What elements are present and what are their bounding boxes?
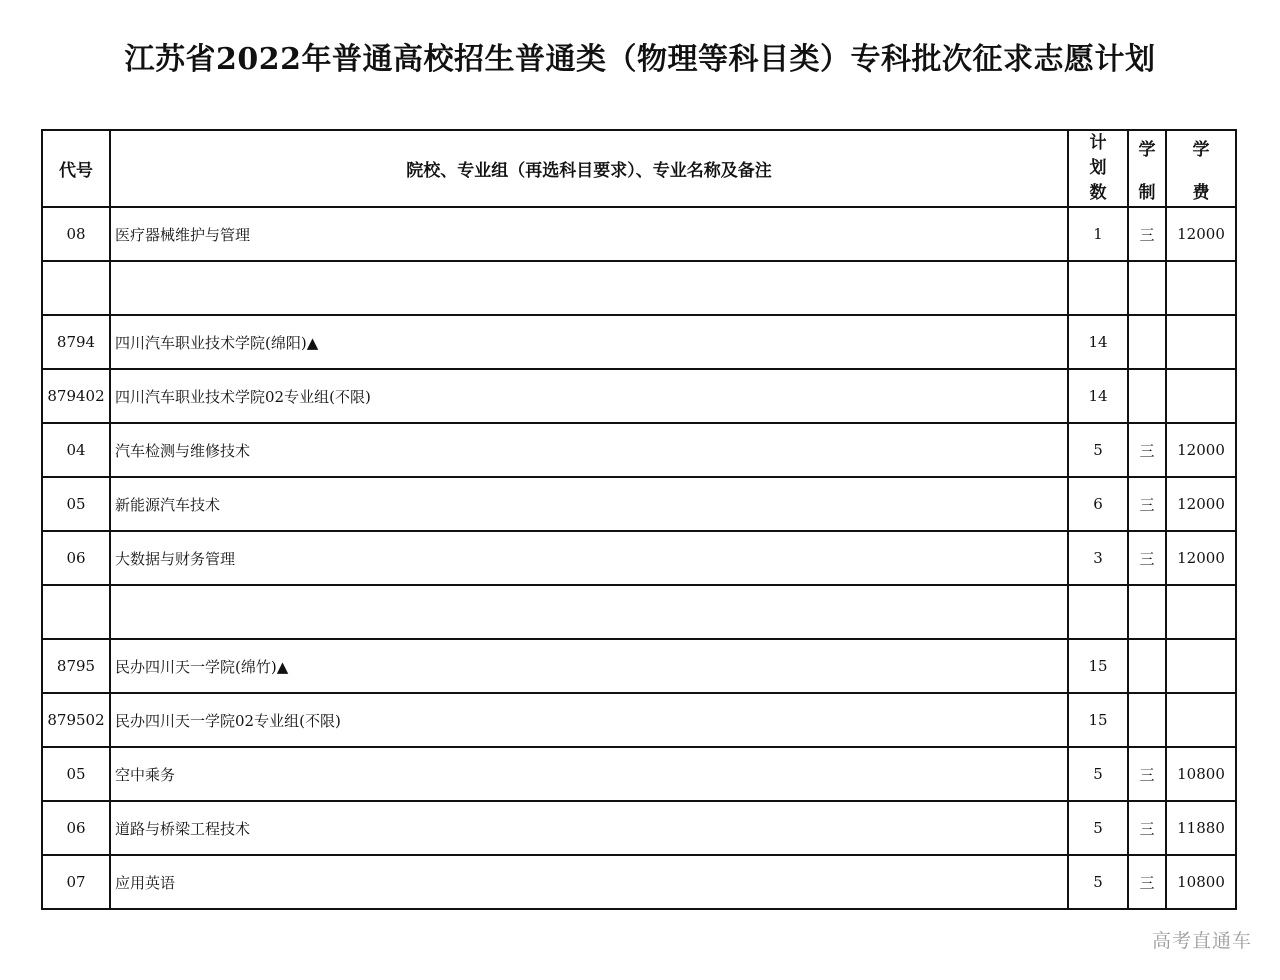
cell-name xyxy=(110,261,1068,315)
table-row xyxy=(42,855,1236,909)
cell-code xyxy=(42,585,110,639)
cell-count: 6 xyxy=(1068,477,1128,531)
cell-count: 5 xyxy=(1068,801,1128,855)
cell-code: 8794 xyxy=(42,315,110,369)
cell-fee: 11880 xyxy=(1166,801,1236,855)
table-row xyxy=(42,261,1236,315)
cell-count: 15 xyxy=(1068,639,1128,693)
table-row xyxy=(42,369,1236,423)
cell-name: 新能源汽车技术 xyxy=(110,477,1068,531)
cell-duration xyxy=(1128,369,1166,423)
cell-fee: 10800 xyxy=(1166,747,1236,801)
cell-fee xyxy=(1166,585,1236,639)
page-title: 江苏省2022年普通高校招生普通类（物理等科目类）专科批次征求志愿计划 xyxy=(124,42,1156,77)
cell-fee xyxy=(1166,639,1236,693)
cell-name: 空中乘务 xyxy=(110,747,1068,801)
cell-code: 06 xyxy=(42,801,110,855)
cell-fee xyxy=(1166,369,1236,423)
cell-name xyxy=(110,585,1068,639)
cell-code: 05 xyxy=(42,747,110,801)
cell-code: 05 xyxy=(42,477,110,531)
header-fee xyxy=(1166,130,1236,207)
cell-code: 879502 xyxy=(42,693,110,747)
header-name: 院校、专业组（再选科目要求）、专业名称及备注 xyxy=(110,130,1068,207)
cell-duration: 三 xyxy=(1128,747,1166,801)
cell-code: 04 xyxy=(42,423,110,477)
watermark: 高考直通车 xyxy=(1151,930,1252,952)
table-row xyxy=(42,747,1236,801)
cell-code: 879402 xyxy=(42,369,110,423)
cell-count: 14 xyxy=(1068,369,1128,423)
table-row xyxy=(42,423,1236,477)
header-code: 代号 xyxy=(42,130,110,207)
cell-count xyxy=(1068,261,1128,315)
cell-count: 1 xyxy=(1068,207,1128,261)
cell-name: 汽车检测与维修技术 xyxy=(110,423,1068,477)
cell-duration: 三 xyxy=(1128,207,1166,261)
header-duration xyxy=(1128,130,1166,207)
header-duration-top: 学 xyxy=(1138,139,1156,160)
cell-fee xyxy=(1166,315,1236,369)
cell-count xyxy=(1068,585,1128,639)
cell-count: 3 xyxy=(1068,531,1128,585)
cell-duration xyxy=(1128,315,1166,369)
table-row xyxy=(42,693,1236,747)
cell-name: 四川汽车职业技术学院(绵阳)▲ xyxy=(110,315,1068,369)
table-header-row xyxy=(42,130,1236,207)
table-row xyxy=(42,639,1236,693)
cell-duration xyxy=(1128,639,1166,693)
cell-fee: 12000 xyxy=(1166,531,1236,585)
cell-count: 5 xyxy=(1068,423,1128,477)
cell-name: 四川汽车职业技术学院02专业组(不限) xyxy=(110,369,1068,423)
table-row xyxy=(42,315,1236,369)
cell-fee: 12000 xyxy=(1166,207,1236,261)
cell-name: 道路与桥梁工程技术 xyxy=(110,801,1068,855)
header-fee-top: 学 xyxy=(1192,139,1210,160)
cell-code: 06 xyxy=(42,531,110,585)
cell-duration xyxy=(1128,261,1166,315)
cell-code xyxy=(42,261,110,315)
cell-name: 应用英语 xyxy=(110,855,1068,909)
cell-name: 大数据与财务管理 xyxy=(110,531,1068,585)
table-row xyxy=(42,207,1236,261)
cell-fee: 12000 xyxy=(1166,477,1236,531)
cell-count: 15 xyxy=(1068,693,1128,747)
cell-fee: 12000 xyxy=(1166,423,1236,477)
cell-count: 14 xyxy=(1068,315,1128,369)
cell-duration: 三 xyxy=(1128,531,1166,585)
header-duration-bottom: 制 xyxy=(1138,182,1156,203)
header-fee-bottom: 费 xyxy=(1192,182,1210,203)
cell-duration xyxy=(1128,585,1166,639)
cell-code: 8795 xyxy=(42,639,110,693)
cell-name: 医疗器械维护与管理 xyxy=(110,207,1068,261)
table-row xyxy=(42,585,1236,639)
cell-duration: 三 xyxy=(1128,477,1166,531)
cell-code: 08 xyxy=(42,207,110,261)
cell-fee xyxy=(1166,693,1236,747)
cell-duration: 三 xyxy=(1128,855,1166,909)
cell-code: 07 xyxy=(42,855,110,909)
cell-name: 民办四川天一学院(绵竹)▲ xyxy=(110,639,1068,693)
cell-duration: 三 xyxy=(1128,801,1166,855)
cell-count: 5 xyxy=(1068,747,1128,801)
cell-fee: 10800 xyxy=(1166,855,1236,909)
cell-duration: 三 xyxy=(1128,423,1166,477)
table-row xyxy=(42,801,1236,855)
cell-count: 5 xyxy=(1068,855,1128,909)
header-plan-count xyxy=(1068,130,1128,207)
cell-name: 民办四川天一学院02专业组(不限) xyxy=(110,693,1068,747)
table-row xyxy=(42,531,1236,585)
enrollment-plan-table xyxy=(41,129,1237,910)
table-row xyxy=(42,477,1236,531)
header-plan-count-label: 计划数 xyxy=(1089,133,1107,203)
cell-duration xyxy=(1128,693,1166,747)
cell-fee xyxy=(1166,261,1236,315)
